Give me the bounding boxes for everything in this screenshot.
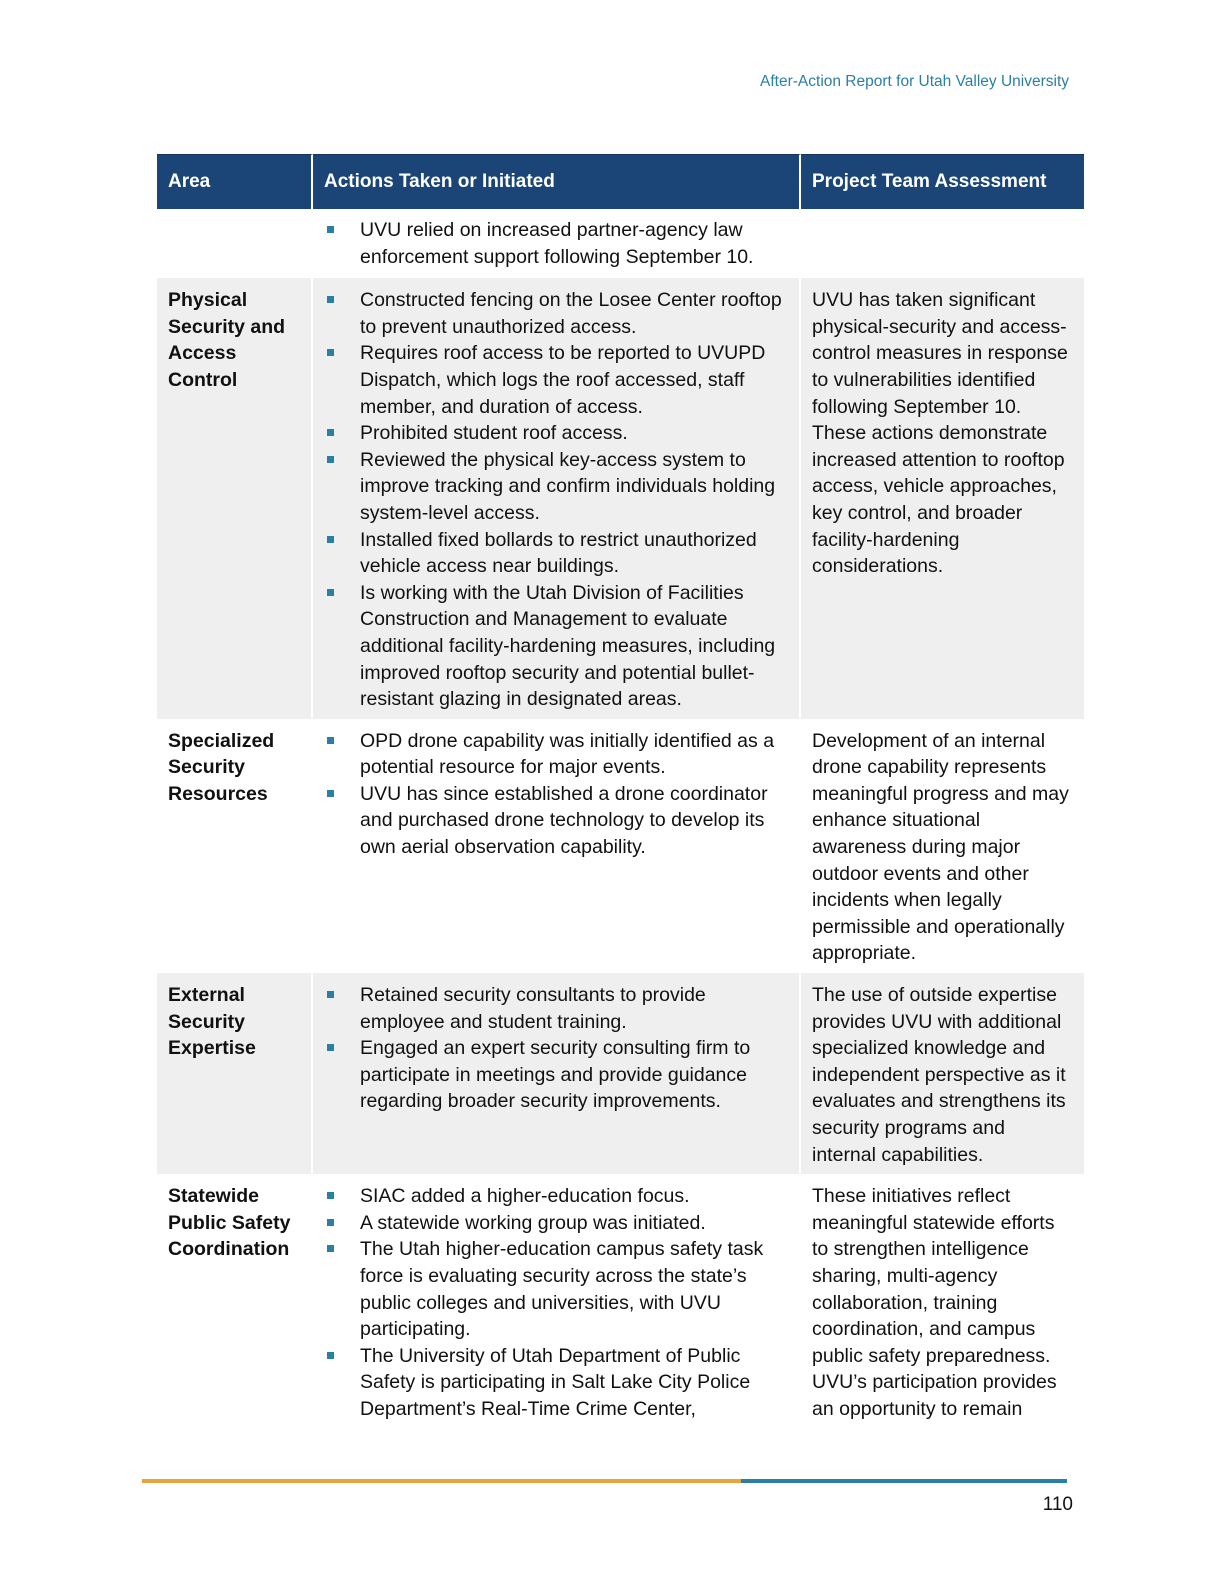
area-cell: Specialized Security Resources (157, 719, 313, 973)
square-bullet-icon (327, 991, 334, 998)
action-item (324, 287, 789, 340)
square-bullet-icon (327, 1352, 334, 1359)
action-item (324, 728, 789, 781)
action-item (324, 1183, 789, 1210)
actions-list (324, 217, 789, 270)
area-cell: External Security Expertise (157, 973, 313, 1174)
square-bullet-icon (327, 226, 334, 233)
actions-cell (313, 719, 801, 973)
action-item (324, 1210, 789, 1237)
footer-rule-gold-segment (142, 1479, 741, 1483)
square-bullet-icon (327, 456, 334, 463)
action-text: Installed fixed bollards to restrict unauthorized vehicle access near buildings. (360, 528, 757, 578)
square-bullet-icon (327, 429, 334, 436)
action-item (324, 527, 789, 580)
action-text: A statewide working group was initiated. (360, 1211, 706, 1234)
square-bullet-icon (327, 589, 334, 596)
page-number: 110 (1042, 1494, 1073, 1515)
assessment-cell: These initiatives reflect meaningful statewide efforts to strengthen intelligence sharing, multi-agency collaboration, training coordination, and campus public safety preparedness. UVU’s participation provides an opportunity to remain (801, 1174, 1084, 1428)
action-item (324, 1236, 789, 1342)
action-item (324, 580, 789, 713)
table-row (157, 719, 1084, 973)
assessment-cell: The use of outside expertise provides UVU with additional specialized knowledge and independent perspective as it evaluates and strengthens its security programs and internal capabilities. (801, 973, 1084, 1174)
area-cell: Statewide Public Safety Coordination (157, 1174, 313, 1428)
running-header: After-Action Report for Utah Valley University (760, 73, 1069, 90)
actions-list (324, 982, 789, 1115)
square-bullet-icon (327, 1219, 334, 1226)
table-row (157, 1174, 1084, 1428)
actions-cell (313, 1174, 801, 1428)
actions-list (324, 1183, 789, 1422)
action-text: UVU has since established a drone coordinator and purchased drone technology to develop its own aerial observation capability. (360, 782, 768, 859)
square-bullet-icon (327, 790, 334, 797)
action-text: Engaged an expert security consulting firm to participate in meetings and provide guidance regarding broader security improvements. (360, 1037, 751, 1113)
action-item (324, 982, 789, 1035)
table-row (157, 278, 1084, 719)
actions-table (157, 154, 1084, 1429)
square-bullet-icon (327, 349, 334, 356)
actions-cell (313, 278, 801, 719)
action-text: SIAC added a higher-education focus. (360, 1185, 690, 1208)
actions-cell (313, 973, 801, 1174)
column-header-actions: Actions Taken or Initiated (313, 154, 801, 209)
action-item (324, 340, 789, 420)
footer-rule-blue-segment (741, 1479, 1067, 1483)
column-header-assessment: Project Team Assessment (801, 154, 1084, 209)
action-item (324, 1035, 789, 1115)
actions-list (324, 287, 789, 713)
table-header-row (157, 154, 1084, 209)
assessment-cell: Development of an internal drone capability represents meaningful progress and may enhance situational awareness during major outdoor events and other incidents when legally permissible and operationally appropriate. (801, 719, 1084, 973)
action-text: OPD drone capability was initially identified as a potential resource for major events. (360, 729, 775, 779)
assessment-cell: UVU has taken significant physical-security and access-control measures in response to vulnerabilities identified following September 10. These actions demonstrate increased attention to rooftop access, vehicle approaches, key control, and broader facility-hardening considerations. (801, 278, 1084, 719)
action-item (324, 217, 789, 270)
square-bullet-icon (327, 737, 334, 744)
action-text: Retained security consultants to provide employee and student training. (360, 984, 706, 1033)
action-text: The University of Utah Department of Public Safety is participating in Salt Lake City Police Department’s Real-Time Crime Center, (360, 1344, 751, 1420)
square-bullet-icon (327, 1044, 334, 1051)
area-cell (157, 209, 313, 278)
actions-list (324, 728, 789, 861)
assessment-cell (801, 209, 1084, 278)
action-item (324, 1343, 789, 1423)
column-header-area: Area (157, 154, 313, 209)
action-text: Constructed fencing on the Losee Center rooftop to prevent unauthorized access. (360, 289, 782, 338)
actions-cell (313, 209, 801, 278)
action-text: The Utah higher-education campus safety task force is evaluating security across the state’s public colleges and universities, with UVU participating. (360, 1238, 764, 1341)
square-bullet-icon (327, 296, 334, 303)
table-row-continuation (157, 209, 1084, 278)
action-text: Reviewed the physical key-access system to improve tracking and confirm individuals holding system-level access. (360, 448, 776, 524)
action-item (324, 420, 789, 447)
action-text: Requires roof access to be reported to UVUPD Dispatch, which logs the roof accessed, staff member, and duration of access. (360, 342, 766, 418)
action-text: UVU relied on increased partner-agency law enforcement support following September 10. (360, 219, 754, 268)
square-bullet-icon (327, 536, 334, 543)
action-text: Prohibited student roof access. (360, 422, 628, 445)
area-cell: Physical Security and Access Control (157, 278, 313, 719)
table-row (157, 973, 1084, 1174)
footer-rule (142, 1479, 1067, 1483)
action-text: Is working with the Utah Division of Facilities Construction and Management to evaluate additional facility-hardening measures, including improved rooftop security and potential bullet-resistant glazing in designated areas. (360, 581, 776, 711)
action-item (324, 447, 789, 527)
action-item (324, 781, 789, 861)
square-bullet-icon (327, 1192, 334, 1199)
square-bullet-icon (327, 1245, 334, 1252)
